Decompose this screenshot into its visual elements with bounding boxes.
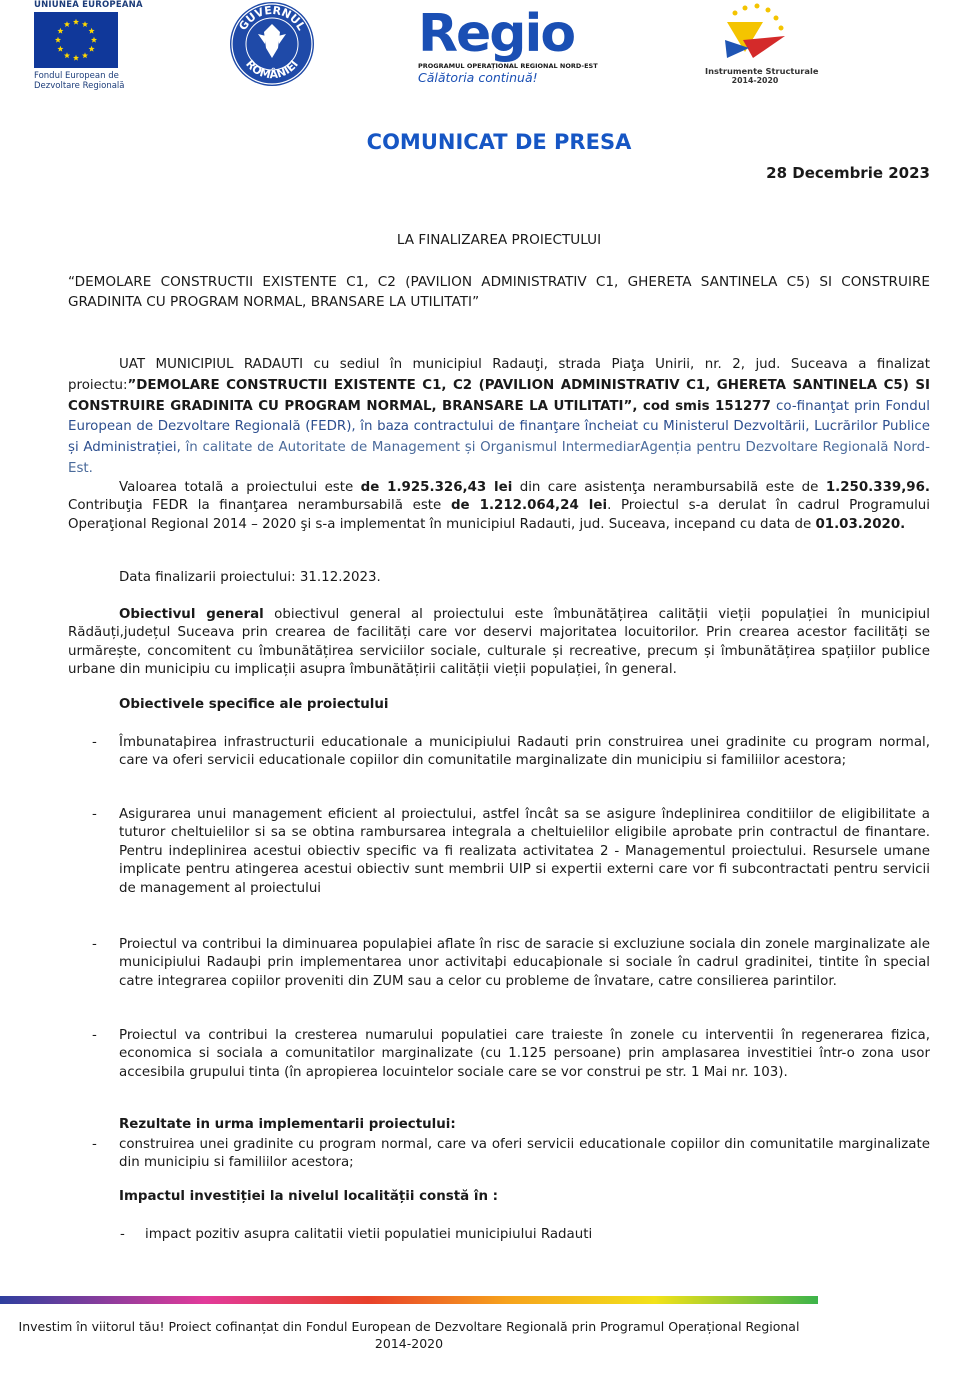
general-objective-text: obiectivul general al proiectului este îmbunătățirea calității vieții populației în municipiul Rădăuți,județul Suceava prin crearea de facilități care vor deservi majoritatea locuitorilor. Prin crearea acestor facilități se urmărește, concomitent cu îmbunătățirea serviciilor sociale, culturale și recreative, precum și îmbunătățirea spațiilor publice urbane din municipiu cu implicații asupra îmbunătățirii calității vieții populației, în general. — [68, 607, 930, 678]
fedr-value: de 1.212.064,24 lei — [450, 498, 608, 514]
impact-1: impact pozitiv asupra calitatii vietii populatiei municipiului Radauti — [145, 1227, 593, 1242]
instrumente-years: 2014-2020 — [731, 76, 779, 85]
impact-title: Impactul investiției la nivelul localității constă în : — [119, 1189, 498, 1204]
intro-text-a: UAT MUNICIPIUL RADAUTI cu sediul în municipiul Radauţi, strada Piaţa Unirii, nr. 2, jud. Suceava a finalizat proiectu: — [68, 357, 930, 393]
footer-color-bar — [0, 1293, 818, 1301]
eu-star-icon — [55, 37, 61, 43]
list-item — [68, 806, 930, 898]
eu-star-icon — [57, 46, 63, 52]
regio-tagline: Călătoria continuă! — [418, 70, 538, 85]
page-title: COMUNICAT DE PRESA — [366, 130, 632, 154]
eu-star-icon — [64, 21, 70, 27]
footer-line-1: Investim în viitorul tău! Proiect cofinanțat din Fondul European de Dezvoltare Regională prin Programul Operațional Regional — [18, 1319, 800, 1334]
eu-star-icon — [73, 19, 79, 25]
list-item — [68, 1226, 930, 1244]
objective-2: Asigurarea unui management eficient al proiectului, astfel încât sa se asigure îndeplinirea conditiilor de eligibilitate a tuturor cheltuielilor si sa se obtina rambursarea integrala a cheltuielilor eligibile aprobate prin contractul de finantare. Pentru indeplinirea acestui obiectiv specific va fi realizata activitatea 2 - Managementul proiectului. Resursele umane implicate pentru atingerea acestui obiectiv sunt membrii UIP si expertii externi care vor fi subcontractati pentru servicii de management al proiectului — [119, 807, 930, 896]
project-title: “DEMOLARE CONSTRUCTII EXISTENTE C1, C2 (PAVILION ADMINISTRATIV C1, GHERETA SANTINELA C5) SI CONSTRUIRE GRADINITA CU PROGRAM NORMAL, BRANSARE LA UTILITATI” — [68, 274, 930, 310]
intro-project-name: ”DEMOLARE CONSTRUCTII EXISTENTE C1, C2 (PAVILION ADMINISTRATIV C1, GHERETA SANTINELA C5) SI CONSTRUIRE GRADINITA CU PROGRAM NORMAL, BRANSARE LA UTILITATI”, cod smis 151277 — [68, 377, 930, 414]
list-item — [68, 1136, 930, 1173]
intro-text-c: co-finanţat prin Fondul European de Dezvoltare Regională (FEDR), în baza contractului de finanţare încheiat cu Ministerul Dezvoltării, Lucrărilor Publice și Administrației, — [68, 398, 930, 456]
result-1: construirea unei gradinite cu program normal, care va oferi servicii educationale copiilor din comunitatile marginalizate din municipiu si familiilor acestora; — [119, 1137, 930, 1171]
objective-3: Proiectul va contribui la diminuarea populaþiei aflate în risc de saracie si excluziune sociala din zonele marginalizate ale municipiului Radauþi prin implementarea unor activitaþi educaþionale si sociale în cadrul gradinitei, tintite în special catre integrarea copiilor proveniti din ZUM sau a celor cu probleme de învatare, catre consilierea parintilor. — [119, 937, 930, 989]
list-dash: - — [92, 1028, 97, 1043]
value-text-c: din care asistenţa nerambursabilă este de — [512, 480, 826, 495]
specific-objectives-title: Obiectivele specifice ale proiectului — [119, 697, 389, 712]
regio-wordmark: Regio — [418, 4, 575, 64]
instrumente-structurale-logo — [705, 0, 819, 90]
results-title: Rezultate in urma implementarii proiectului: — [119, 1117, 456, 1132]
list-dash: - — [92, 937, 97, 952]
list-item — [68, 734, 930, 771]
eu-star-icon — [89, 28, 95, 34]
list-dash: - — [120, 1227, 125, 1242]
objective-1: Îmbunataþirea infrastructurii educationale a municipiului Radauti prin construirea unei gradinite cu program normal, care va oferi servicii educationale copiilor din comunitatile marginalizate din municipiu si familiilor acestora; — [119, 735, 930, 769]
eu-star-icon — [73, 55, 79, 61]
instrumente-structurale-icon — [705, 0, 805, 62]
eu-star-icon — [64, 52, 70, 58]
general-objective-paragraph — [68, 606, 930, 680]
eu-flag-icon — [34, 12, 118, 68]
list-item — [68, 936, 930, 991]
document-date: 28 Decembrie 2023 — [766, 164, 930, 182]
eu-star-icon — [91, 37, 97, 43]
total-value: de 1.925.326,43 lei — [360, 480, 513, 495]
completion-date-line: Data finalizarii proiectului: 31.12.2023. — [119, 570, 381, 585]
eu-star-icon — [89, 46, 95, 52]
regio-program-text: PROGRAMUL OPERAȚIONAL REGIONAL NORD-EST — [418, 62, 598, 70]
footer-text — [0, 1318, 818, 1352]
regio-logo — [418, 4, 598, 86]
start-date: 01.03.2020. — [815, 516, 906, 532]
eu-caption: UNIUNEA EUROPEANĂ — [34, 0, 143, 10]
gov-seal-top-text: GUVERNUL — [236, 3, 308, 33]
eu-fund-line1: Fondul European de — [34, 71, 119, 81]
value-text-a: Valoarea totală a proiectului este — [119, 480, 361, 495]
general-objective-label: Obiectivul general — [119, 607, 264, 622]
instrumente-caption: Instrumente Structurale — [705, 66, 819, 76]
list-dash: - — [92, 735, 97, 750]
intro-paragraph — [68, 355, 930, 480]
intro-text-d: în calitate de Autoritate de Management și Organismul IntermediarAgenția pentru Dezvoltare Regională Nord-Est. — [68, 440, 930, 476]
value-text-g: . Proiectul s-a derulat în cadrul Programului Operaţional Regional 2014 – 2020 şi s-a implementat în municipiul Radauti, jud. Suceava, incepand cu data de — [68, 498, 930, 532]
eu-star-icon — [57, 28, 63, 34]
objective-4: Proiectul va contribui la cresterea numarului populatiei care traieste în zonele cu interventii în regenerarea fizica, economica si sociala a comunitatilor marginalizate (cu 1.125 persoane) prin amplasarea investitiei într-o zona usor accesibila grupului tinta (în apropierea locuintelor sociale care se vor construi pe str. 1 Mai nr. 103). — [119, 1028, 930, 1080]
government-seal-icon — [228, 0, 316, 88]
eu-fund-line2: Dezvoltare Regională — [34, 81, 125, 91]
gov-seal-bottom-text: ROMÂNIEI — [243, 57, 301, 82]
eu-star-icon — [82, 52, 88, 58]
list-dash: - — [92, 1137, 97, 1152]
list-dash: - — [92, 807, 97, 822]
eu-logo — [34, 0, 143, 91]
value-paragraph — [68, 479, 930, 534]
list-item — [68, 1027, 930, 1082]
value-text-e: Contribuţia FEDR la finanţarea nerambursabilă este — [68, 498, 451, 514]
non-refundable-value: 1.250.339,96. — [825, 480, 931, 495]
section-title: LA FINALIZAREA PROIECTULUI — [396, 232, 602, 248]
footer-line-2: 2014-2020 — [374, 1336, 444, 1351]
eu-star-icon — [82, 21, 88, 27]
